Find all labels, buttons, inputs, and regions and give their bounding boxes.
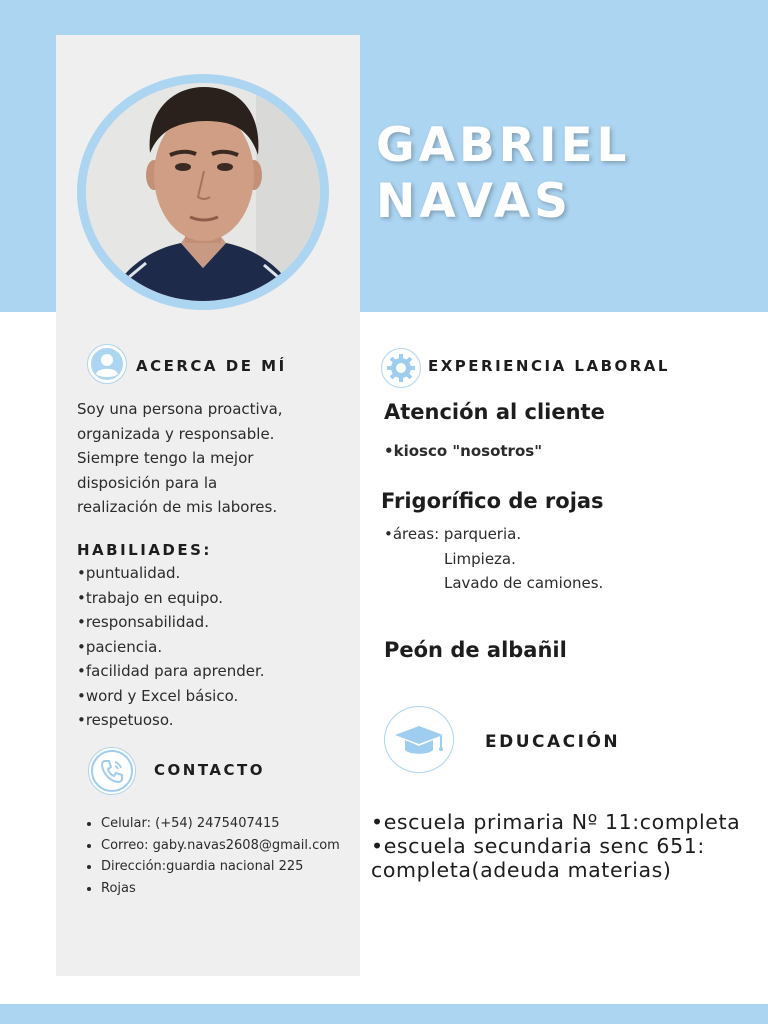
skill-item: •puntualidad. — [77, 564, 181, 582]
job-title: Atención al cliente — [384, 400, 605, 424]
footer-band — [0, 1004, 768, 1024]
job-detail: •áreas: parqueria. — [384, 525, 522, 543]
skill-item: •responsabilidad. — [77, 613, 209, 631]
graduation-cap-icon — [384, 706, 454, 773]
first-name: GABRIEL — [376, 118, 631, 173]
skills-title: HABILIADES: — [77, 541, 212, 559]
user-icon — [87, 344, 127, 384]
phone-icon — [88, 747, 136, 795]
full-name — [376, 118, 631, 230]
education-item: •escuela primaria Nº 11:completa — [371, 810, 741, 834]
skill-item: •paciencia. — [77, 637, 163, 656]
gear-icon — [381, 348, 421, 388]
contact-email[interactable]: • Correo: gaby.navas2608@gmail.com — [101, 835, 340, 857]
skill-item: •word y Excel básico. — [77, 686, 239, 705]
skill-item: •respetuoso. — [77, 711, 174, 729]
contact-title: CONTACTO — [154, 761, 265, 779]
contact-city: • Rojas — [101, 878, 340, 900]
about-line: Siempre tengo la mejor — [77, 449, 254, 467]
about-line: disposición para la — [77, 473, 218, 492]
about-title: ACERCA DE MÍ — [136, 357, 287, 375]
profile-photo-frame — [77, 74, 329, 310]
job-detail: •kiosco "nosotros" — [384, 442, 543, 460]
last-name: NAVAS — [376, 174, 572, 229]
about-line: Soy una persona proactiva, — [77, 400, 283, 418]
about-line: organizada y responsable. — [77, 424, 275, 443]
contact-phone[interactable]: • Celular: (+54) 2475407415 — [101, 813, 340, 835]
contact-address: • Dirección:guardia nacional 225 — [101, 856, 340, 878]
education-item: completa(adeuda materias) — [371, 858, 672, 882]
job-title: Peón de albañil — [384, 638, 567, 662]
education-list — [371, 810, 740, 882]
education-item: •escuela secundaria senc 651: — [371, 834, 705, 858]
skill-item: •trabajo en equipo. — [77, 588, 224, 607]
experience-title: EXPERIENCIA LABORAL — [428, 357, 670, 375]
about-line: realización de mis labores. — [77, 498, 278, 516]
skills-list — [77, 561, 265, 733]
job-detail: Lavado de camiones. — [444, 574, 604, 592]
contact-list — [80, 813, 340, 899]
education-title: EDUCACIÓN — [485, 732, 621, 752]
about-text — [77, 397, 283, 520]
profile-photo — [86, 83, 320, 301]
job-title: Frigorífico de rojas — [381, 489, 604, 513]
job-detail: Limpieza. — [444, 550, 516, 568]
skill-item: •facilidad para aprender. — [77, 662, 265, 680]
